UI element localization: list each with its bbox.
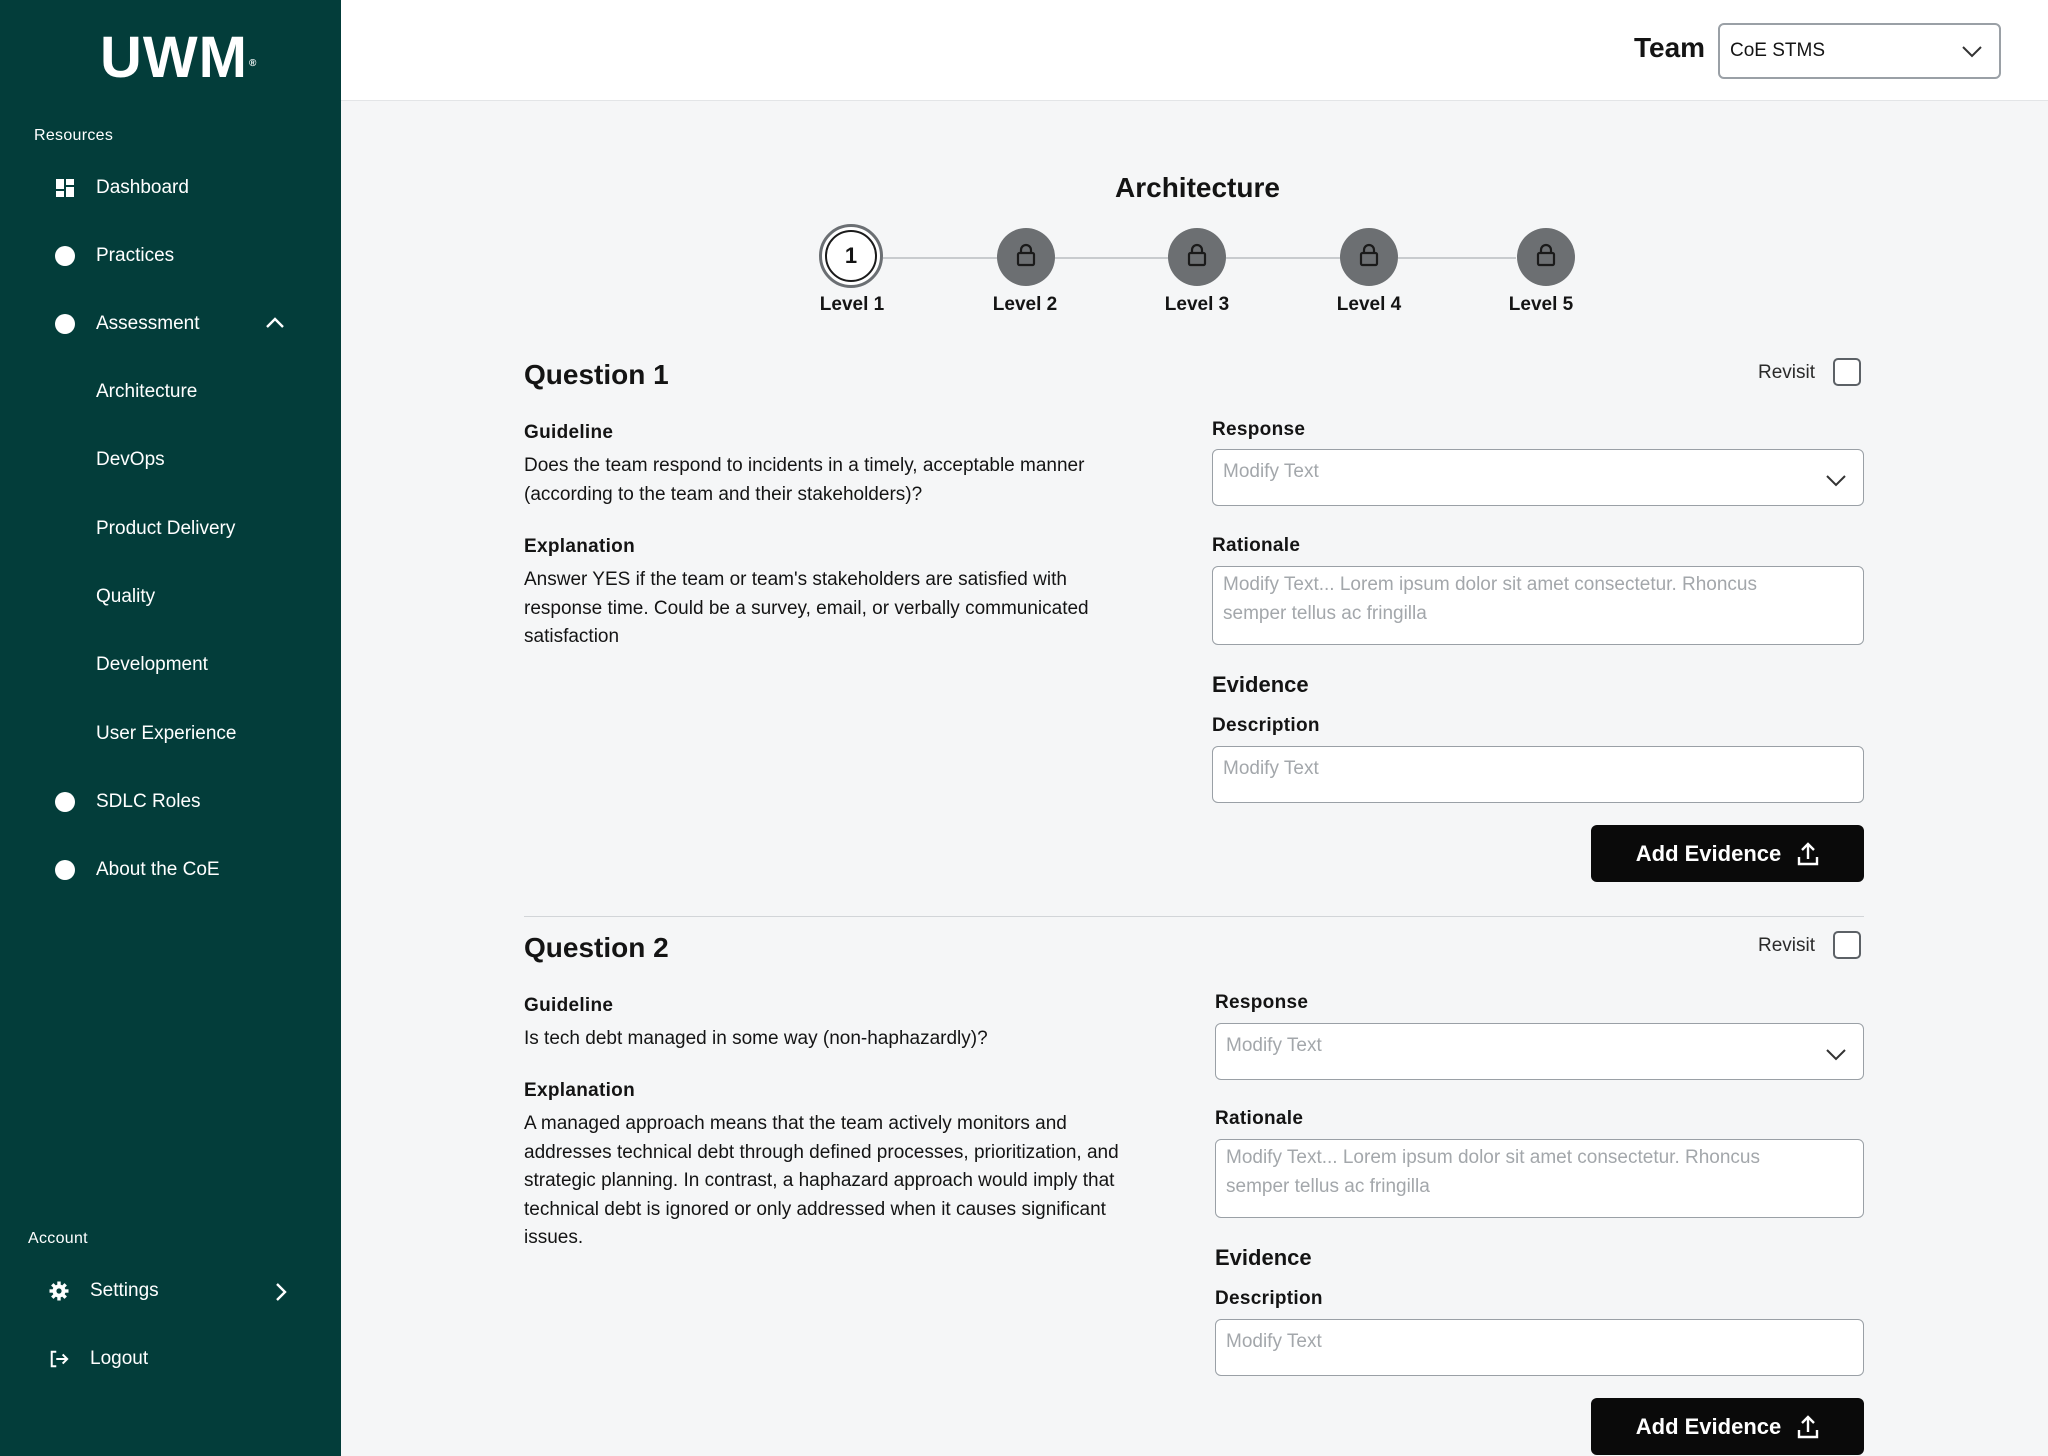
level-1-step[interactable] [819, 224, 883, 288]
sidebar-sub-user-experience[interactable]: User Experience [96, 723, 237, 744]
sidebar-item-dashboard[interactable] [55, 168, 189, 208]
question-1-response-select[interactable]: Modify Text [1212, 449, 1864, 506]
sidebar-sub-architecture[interactable]: Architecture [96, 381, 198, 402]
question-1-response-label: Response [1212, 419, 1306, 440]
sidebar-item-label: Assessment [96, 313, 200, 334]
sidebar-item-label: SDLC Roles [96, 791, 201, 812]
level-2-step[interactable] [997, 228, 1055, 286]
chevron-down-icon [1825, 469, 1847, 498]
question-1-guideline-text: Does the team respond to incidents in a timely, acceptable manner (according to the team and their stakeholders)? [524, 455, 1085, 505]
chevron-up-icon[interactable] [265, 315, 285, 334]
question-1-explanation-text: Answer YES if the team or team's stakeholders are satisfied with response time. Could be a survey, email, or verbally communicated satisfaction [524, 569, 1089, 647]
sidebar-item-logout[interactable] [49, 1339, 148, 1379]
level-2-label: Level 2 [992, 294, 1058, 315]
resources-label: Resources [34, 127, 114, 144]
top-header [341, 0, 2048, 101]
stepper-connector [1398, 257, 1516, 259]
dot-icon [55, 314, 75, 334]
sidebar-item-label: Settings [90, 1280, 159, 1301]
question-1-title: Question 1 [524, 359, 669, 390]
upload-icon [1797, 842, 1819, 866]
lock-icon [1015, 243, 1037, 272]
dot-icon [55, 860, 75, 880]
team-select-value: CoE STMS [1730, 40, 1826, 61]
dot-icon [55, 792, 75, 812]
level-1-label: Level 1 [819, 294, 885, 315]
question-1-explanation-label: Explanation [524, 536, 635, 557]
question-1-rationale-textarea[interactable]: Modify Text... Lorem ipsum dolor sit amet consectetur. Rhoncus semper tellus ac fringilla [1212, 566, 1864, 645]
stepper-connector [883, 257, 998, 259]
upload-icon [1797, 1415, 1819, 1439]
sidebar [0, 0, 341, 1456]
question-1-description-label: Description [1212, 715, 1320, 736]
gear-icon [49, 1281, 69, 1301]
sidebar-item-sdlc-roles[interactable] [55, 782, 201, 822]
logout-icon [49, 1349, 69, 1369]
level-1-number: 1 [825, 230, 877, 282]
sidebar-item-settings[interactable] [49, 1271, 159, 1311]
question-2-explanation-label: Explanation [524, 1080, 635, 1101]
team-select[interactable] [1718, 23, 2001, 79]
question-2-revisit-checkbox[interactable] [1833, 931, 1861, 959]
sidebar-item-label: Dashboard [96, 177, 189, 198]
team-label: Team [1634, 32, 1706, 63]
question-2-response-select[interactable]: Modify Text [1215, 1023, 1864, 1080]
question-divider [524, 916, 1864, 917]
level-3-label: Level 3 [1164, 294, 1230, 315]
sidebar-sub-devops[interactable]: DevOps [96, 449, 165, 470]
question-2-explanation-text: A managed approach means that the team actively monitors and addresses technical debt through defined processes, prioritization, and strategic planning. In contrast, a haphazard approach would imply that technical debt is ignored or only addressed when it causes significant issues. [524, 1113, 1119, 1248]
question-2-guideline-label: Guideline [524, 995, 614, 1016]
question-2-rationale-label: Rationale [1215, 1108, 1304, 1129]
sidebar-sub-product-delivery[interactable]: Product Delivery [96, 518, 236, 539]
question-2-title: Question 2 [524, 932, 669, 963]
lock-icon [1535, 243, 1557, 272]
stepper-connector [1226, 257, 1342, 259]
level-4-step[interactable] [1340, 228, 1398, 286]
sidebar-sub-quality[interactable]: Quality [96, 586, 156, 607]
chevron-down-icon [1961, 43, 1983, 65]
question-2-description-input[interactable]: Modify Text [1215, 1319, 1864, 1376]
sidebar-item-practices[interactable] [55, 236, 174, 276]
stepper-connector [1054, 257, 1170, 259]
sidebar-item-label: Logout [90, 1348, 149, 1369]
question-1-revisit-label: Revisit [1758, 362, 1816, 383]
account-label: Account [28, 1230, 88, 1247]
level-3-step[interactable] [1168, 228, 1226, 286]
sidebar-item-assessment[interactable] [55, 304, 199, 344]
question-1-guideline-label: Guideline [524, 422, 614, 443]
lock-icon [1186, 243, 1208, 272]
level-5-label: Level 5 [1508, 294, 1574, 315]
dashboard-icon [55, 178, 75, 198]
question-2-response-label: Response [1215, 992, 1309, 1013]
chevron-right-icon[interactable] [274, 1282, 288, 1307]
uwm-logo[interactable]: UWM® [100, 25, 258, 90]
level-4-label: Level 4 [1336, 294, 1402, 315]
question-2-guideline-text: Is tech debt managed in some way (non-haphazardly)? [524, 1028, 988, 1049]
chevron-down-icon [1825, 1043, 1847, 1072]
question-2-rationale-textarea[interactable]: Modify Text... Lorem ipsum dolor sit amet consectetur. Rhoncus semper tellus ac fringilla [1215, 1139, 1864, 1218]
level-5-step[interactable] [1517, 228, 1575, 286]
sidebar-sub-development[interactable]: Development [96, 654, 208, 675]
sidebar-item-label: About the CoE [96, 859, 220, 880]
question-2-evidence-title: Evidence [1215, 1245, 1312, 1270]
question-2-description-label: Description [1215, 1288, 1323, 1309]
question-1-rationale-label: Rationale [1212, 535, 1301, 556]
question-1-add-evidence-button[interactable]: Add Evidence [1591, 825, 1864, 882]
sidebar-item-about-coe[interactable] [55, 850, 220, 890]
dot-icon [55, 246, 75, 266]
lock-icon [1358, 243, 1380, 272]
question-2-add-evidence-button[interactable]: Add Evidence [1591, 1398, 1864, 1455]
sidebar-item-label: Practices [96, 245, 175, 266]
question-1-revisit-checkbox[interactable] [1833, 358, 1861, 386]
page-title: Architecture [1115, 172, 1280, 203]
question-1-evidence-title: Evidence [1212, 672, 1309, 697]
question-2-revisit-label: Revisit [1758, 935, 1816, 956]
question-1-description-input[interactable]: Modify Text [1212, 746, 1864, 803]
